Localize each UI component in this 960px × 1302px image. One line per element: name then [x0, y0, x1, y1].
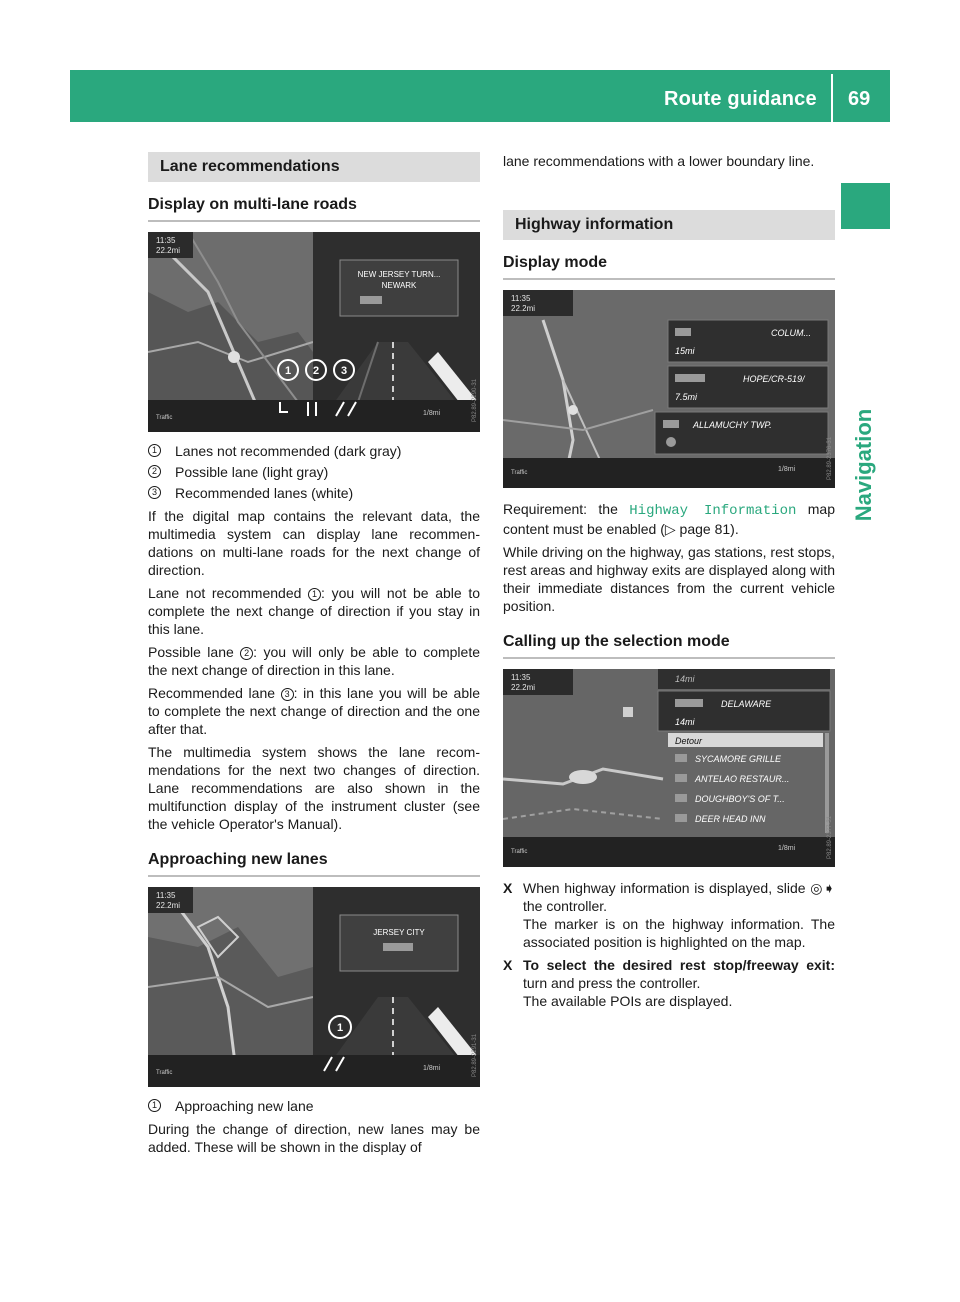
step-1-result: The marker is on the highway information. The associated position is highlighted on the map.: [523, 916, 835, 950]
paragraph-requirement: Requirement: the Highway Information map content must be enabled (▷ page 81).: [503, 501, 835, 537]
screenshot-lane-display: [148, 232, 480, 432]
subheading-new-lanes: Approaching new lanes: [148, 851, 480, 877]
screen3-traffic: Traffic: [511, 470, 528, 476]
screen3-item3-name: ALLAMUCHY TWP.: [693, 420, 772, 430]
screen2-dist: 22.2mi: [156, 901, 181, 910]
screen3-dist: 22.2mi: [511, 304, 536, 313]
highway-map-image: [503, 290, 835, 488]
screen2-traffic: Traffic: [156, 1070, 173, 1076]
screen3-item1-name: COLUM...: [771, 328, 812, 338]
highway-information-term: Highway Information: [629, 503, 797, 519]
screen1-scale: 1/8mi: [423, 410, 441, 417]
left-column: [148, 152, 480, 1156]
screen2-time: 11:35: [156, 891, 176, 900]
screen1-dist: 22.2mi: [156, 246, 181, 255]
screen3-code: P82.89-2376-31: [827, 436, 833, 480]
screen1-traffic: Traffic: [156, 415, 173, 421]
new-lanes-map-image: [148, 887, 480, 1087]
subheading-multilane: Display on multi-lane roads: [148, 196, 480, 222]
screen2-code: P82.89-2291-31: [472, 1033, 478, 1077]
screen4-top-dist: 14mi: [675, 674, 695, 684]
paragraph-possible: Possible lane 2 : you will only be able to complete the next change of direction in this lane.: [148, 644, 480, 678]
paragraph-recommended: Recommended lane 3 : in this lane you will be able to complete the next change of direction and the one after that.: [148, 685, 481, 737]
paragraph-not-recommended: Lane not recommended 1 : you will not be able to complete the next change of direction if you stay in this lane.: [148, 585, 481, 637]
step-2-result: The available POIs are displayed.: [523, 993, 733, 1009]
page-ref-arrow: ▷: [664, 521, 676, 537]
section-title: Lane recommendations: [148, 152, 480, 182]
step-marker-icon: X: [503, 957, 513, 973]
screen4-head: DELAWARE: [721, 699, 772, 709]
page-number: 69: [848, 88, 871, 110]
section-title-highway: Highway information: [503, 210, 835, 240]
step-1: X When highway information is displayed, slide ◎➧ the controller. The marker is on the highway information. The associated position is highlighted on the map.: [503, 880, 835, 950]
screen4-item-2: ANTELAO RESTAUR...: [695, 774, 790, 784]
screen3-scale: 1/8mi: [778, 466, 796, 473]
paragraph-intro: If the digital map contains the relevant data, the multimedia system can display lane recommendations on multi-lane roads for the next change of direction.: [148, 508, 480, 578]
screen3-item2-name: HOPE/CR-519/: [743, 374, 805, 384]
screen2-sign-line1: JERSEY CITY: [373, 928, 425, 937]
screen4-item-4: DEER HEAD INN: [695, 814, 766, 824]
screen4-code: P82.89-2377-31: [827, 815, 833, 859]
screen1-callout-3: 3: [340, 365, 348, 377]
step-marker-icon: X: [503, 880, 513, 896]
screen4-time: 11:35: [511, 673, 531, 682]
screen3-time: 11:35: [511, 294, 531, 303]
screenshot-selection-mode: [503, 669, 835, 867]
screen4-traffic: Traffic: [511, 849, 528, 855]
paragraph-new-lanes: During the change of direction, new lanes may be added. These will be shown in the display of: [148, 1121, 480, 1155]
legend2-item-1: 1 Approaching new lane: [148, 1097, 480, 1115]
screen1-sign-line1: NEW JERSEY TURN...: [357, 270, 441, 279]
screen2-scale: 1/8mi: [423, 1065, 441, 1072]
legend-item-3: 3 Recommended lanes (white): [148, 484, 480, 502]
side-tab-marker: [841, 183, 890, 229]
screen1-code: P82.89-2290-31: [472, 378, 478, 422]
screen4-item-3: DOUGHBOY'S OF T...: [695, 794, 785, 804]
screen3-item2-dist: 7.5mi: [675, 392, 698, 402]
step-2: X To select the desired rest stop/freeway exit: turn and press the controller. The available POIs are displayed.: [503, 957, 835, 1009]
screen2-callout-1: 1: [336, 1022, 344, 1034]
side-tab-label: Navigation: [851, 408, 876, 522]
screen3-item1-dist: 15mi: [675, 346, 695, 356]
subheading-display-mode: Display mode: [503, 254, 835, 280]
lane-map-image: [148, 232, 480, 432]
paragraph-highway-pois: While driving on the highway, gas stations, rest stops, rest areas and highway exits are displayed along with their immediate distances from the current vehicle position.: [503, 544, 836, 614]
legend-item-1: 1 Lanes not recommended (dark gray): [148, 442, 480, 460]
paragraph-continued: lane recommendations with a lower boundary line.: [503, 153, 815, 169]
screen1-callout-2: 2: [312, 365, 320, 377]
paragraph-two-changes: The multimedia system shows the lane recommendations for the next two changes of direction. Lane recommendations are also shown in the multifunction display of the instrument cluster (see the vehicle Operator's Manual).: [148, 744, 480, 832]
selection-map-image: [503, 669, 835, 867]
chapter-title: Route guidance: [664, 88, 817, 110]
controller-slide-icon: ◎➧: [810, 880, 835, 896]
screen4-item-1: SYCAMORE GRILLE: [695, 754, 782, 764]
legend-item-2: 2 Possible lane (light gray): [148, 463, 480, 481]
screen1-callout-1: 1: [284, 365, 292, 377]
subheading-selection-mode: Calling up the selection mode: [503, 633, 835, 659]
screenshot-highway-display: [503, 290, 835, 488]
screen4-selected: Detour: [675, 736, 703, 746]
right-column: [503, 152, 835, 1010]
screen1-time: 11:35: [156, 236, 176, 245]
screen4-head-dist: 14mi: [675, 717, 695, 727]
screenshot-new-lanes: [148, 887, 480, 1087]
screen4-dist: 22.2mi: [511, 683, 536, 692]
screen1-sign-line2: NEWARK: [381, 281, 417, 290]
screen4-scale: 1/8mi: [778, 845, 796, 852]
header-divider: [831, 74, 833, 122]
